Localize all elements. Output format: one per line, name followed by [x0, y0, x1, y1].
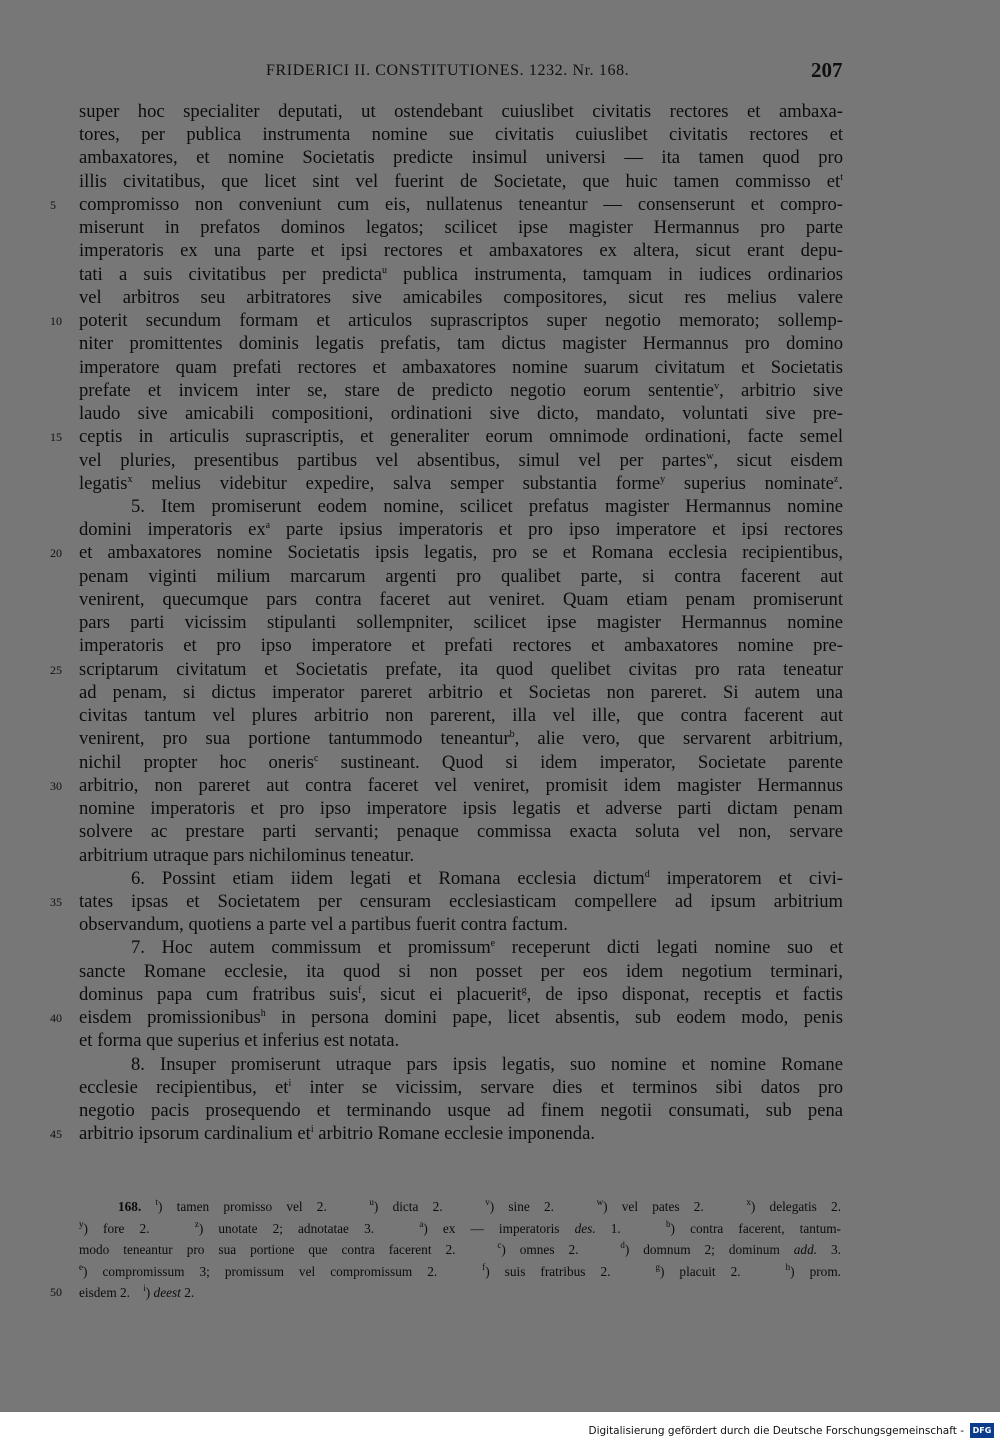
body-line [79, 518, 843, 541]
body-line [79, 1099, 843, 1122]
body-line [79, 379, 843, 402]
body-line-text: ambaxatores, et nomine Societatis predicte insimul universi — ita tamen quod pro [79, 147, 843, 169]
body-line [50, 309, 843, 332]
body-line-text: 7. Hoc autem commissum et promissum$^e$ receperunt dicti legati nomine suo et [131, 937, 843, 959]
body-line-text: venirent, quecumque pars contra faceret aut veniret. Quam etiam penam promiserunt [79, 588, 843, 610]
body-line-text: et ambaxatores nomine Societatis ipsis legatis, pro se et Romana ecclesia recipientibus, [79, 542, 843, 564]
body-line-text: et forma que superius et inferius est notata. [79, 1030, 400, 1052]
body-line [79, 588, 843, 611]
body-line [79, 239, 843, 262]
body-line [79, 1076, 843, 1099]
body-line [79, 216, 843, 239]
body-line [79, 170, 843, 193]
body-line [50, 193, 843, 216]
body-line-text: prefate et invicem inter se, stare de predicto negotio eorum sententie$^v$, arbitrio sive [79, 379, 844, 401]
footnote-line [50, 1282, 841, 1304]
dfg-logo[interactable]: DFG [970, 1423, 994, 1438]
footnote-line [79, 1261, 841, 1283]
footnote-line-text: eisdem 2. $^i$) deest 2. [79, 1283, 195, 1301]
body-line [79, 449, 843, 472]
body-line-text: imperatore quam prefati rectores et ambaxatores nomine suarum civitatum et Societatis [79, 356, 843, 378]
line-number: 40 [50, 1011, 62, 1026]
footnote-line-text: $^e$) compromissum 3; promissum vel compromissum 2. $^f$) suis fratribus 2. $^g$) placuit 2. $^h$) prom. [79, 1261, 841, 1279]
body-line-text: eisdem promissionibus$^h$ in persona domini pape, licet absentis, sub eodem modo, penis [79, 1007, 843, 1029]
body-line [50, 1006, 843, 1029]
body-line [79, 797, 843, 820]
body-line-text: miserunt in prefatos dominos legatos; scilicet ipse magister Hermannus pro parte [79, 217, 843, 239]
body-line-text: ecclesie recipientibus, $et^i$ inter se vicissim, servare dies et terminos sibi datos pro [79, 1076, 843, 1098]
body-line [79, 1053, 843, 1076]
body-line-text: scriptarum civitatum et Societatis prefate, ita quod quelibet civitas pro rata teneatur [79, 658, 843, 680]
body-line [79, 960, 843, 983]
running-title: FRIDERICI II. CONSTITUTIONES. 1232. Nr. 168. [266, 62, 630, 79]
body-line-text: tores, per publica instrumenta nomine sue civitatis cuiuslibet civitatis rectores et [79, 124, 843, 146]
line-number: 35 [50, 894, 62, 909]
body-line-text: 6. Possint etiam iidem legati et Romana ecclesia dictum$^d$ imperatorem et civi- [131, 867, 843, 889]
body-line [79, 263, 843, 286]
body-line-text: vel pluries, presentibus partibus vel absentibus, simul vel per partes$^w$, sicut eisdem [79, 449, 843, 471]
line-number: 50 [50, 1285, 62, 1300]
digitization-credit-bar [0, 1412, 1000, 1444]
body-line [50, 425, 843, 448]
body-line-text: niter promittentes dominis legatis prefatis, tam dictus magister Hermannus pro domino [79, 333, 843, 355]
body-line [50, 1122, 843, 1145]
body-line-text: arbitrio, non pareret aut contra faceret vel veniret, promisit idem magister Hermannus [79, 774, 843, 796]
body-line [79, 751, 843, 774]
line-number: 20 [50, 546, 62, 561]
body-line [79, 356, 843, 379]
body-line-text: imperatoris et pro ipso imperatore et prefati rectores et ambaxatores nomine pre- [79, 635, 843, 657]
body-line [79, 286, 843, 309]
body-line-text: nomine imperatoris et pro ipso imperatore ipsis legatis et adverse parti dictam penam [79, 798, 843, 820]
body-line-text: 5. Item promiserunt eodem nomine, scilicet prefatus magister Hermannus nomine [131, 495, 843, 517]
body-line [79, 565, 843, 588]
body-line-text: venirent, pro sua portione tantummodo teneantur$^b$, alie vero, que servarent arbitrium, [79, 728, 843, 750]
body-line-text: observandum, quotiens a parte vel a partibus fuerit contra factum. [79, 914, 568, 936]
body-line [79, 936, 843, 959]
body-line-text: tati a suis civitatibus per predicta$^u$ publica instrumenta, tamquam in iudices ordinarios [79, 263, 844, 285]
body-line-text: 8. Insuper promiserunt utraque pars ipsis legatis, suo nomine et nomine Romane [131, 1053, 843, 1075]
body-line-text: penam viginti milium marcarum argenti pro qualibet parte, si contra facerent aut [79, 565, 843, 587]
body-line-text: civitas tantum vel plures arbitrio non parerent, illa vel ille, que contra facerent aut [79, 705, 843, 727]
body-line [50, 774, 843, 797]
footnote-line-text: $^y$) fore 2. $^z$) unotate 2; adnotatae 3. $^a$) ex — imperatoris des. 1. $^b$) contra facerent, tantum- [79, 1218, 841, 1236]
footnote-line-text: modo teneantur pro sua portione que contra facerent 2. $^c$) omnes 2. $^d$) domnum 2; dominum add. 3. [79, 1240, 841, 1258]
body-line [79, 867, 843, 890]
body-line-text: super hoc specialiter deputati, ut ostendebant cuiuslibet civitatis rectores et ambaxa- [79, 101, 843, 122]
body-line [50, 541, 843, 564]
body-line [79, 634, 843, 657]
body-line-text: nichil propter hoc oneris$^c$ sustineant. Quod si idem imperator, Societate parente [79, 751, 843, 773]
body-line [79, 681, 843, 704]
line-number: 5 [50, 197, 56, 212]
body-line-text: poterit secundum formam et articulos suprascriptos super negotio memorato; sollemp- [79, 310, 843, 332]
footnotes [50, 1196, 841, 1304]
body-line-text: illis civitatibus, que licet sint vel fuerint de Societate, que huic tamen commisso $et^t$ [79, 170, 843, 192]
body-line [79, 402, 843, 425]
body-line-text: tates ipsas et Societatem per censuram ecclesiasticam compellere ad ipsum arbitrium [79, 890, 843, 912]
body-line-text: compromisso non conveniunt cum eis, nullatenus teneantur — consenserunt et compro- [79, 193, 843, 215]
body-line-text: imperatoris ex una parte et ipsi rectores et ambaxatores ex altera, sicut erant depu- [79, 240, 843, 262]
body-line-text: domini imperatoris $ex^a$ parte ipsius imperatoris et pro ipso imperatore et ipsi rectores [79, 519, 843, 541]
body-line [79, 727, 843, 750]
line-number: 30 [50, 778, 62, 793]
body-line [79, 820, 843, 843]
body-line [79, 844, 843, 867]
body-line-text: ad penam, si dictus imperator pareret arbitrio et Societas non pareret. Si autem una [79, 681, 843, 703]
line-number: 25 [50, 662, 62, 677]
body-line [79, 983, 843, 1006]
body-line [79, 100, 843, 123]
body-line-text: vel arbitros seu arbitratores sive amicabiles compositores, sicut res melius valere [79, 286, 843, 308]
body-line-text: laudo sive amicabili compositioni, ordinationi sive dicto, mandato, voluntati sive pre- [79, 403, 843, 425]
body-line [79, 146, 843, 169]
body-line-text: arbitrium utraque pars nichilominus teneatur. [79, 844, 415, 866]
body-line [50, 658, 843, 681]
body-line [50, 890, 843, 913]
footnote-line-text: 168. $^t$) tamen promisso vel 2. $^u$) dicta 2. $^v$) sine 2. $^w$) vel pates 2. $^x$) delegatis 2. [118, 1197, 841, 1214]
body-line-text: pars parti vicissim stipulanti sollempniter, scilicet ipse magister Hermannus nomine [79, 612, 843, 634]
line-number: 15 [50, 430, 62, 445]
line-number: 10 [50, 314, 62, 329]
body-line-text: dominus papa cum fratribus suis$^f$, sicut ei placuerit$^g$, de ipso disponat, receptis et factis [79, 983, 844, 1005]
body-text [50, 100, 844, 1146]
body-line [79, 123, 843, 146]
body-line [79, 1029, 843, 1052]
body-line [79, 472, 843, 495]
credit-text: Digitalisierung gefördert durch die Deutsche Forschungsgemeinschaft - [588, 1425, 964, 1437]
body-line-text: sancte Romane ecclesie, ita quod si non posset per eos idem negotium terminari, [79, 960, 843, 982]
body-line-text: ceptis in articulis suprascriptis, et generaliter eorum omnimode ordinationi, facte semel [79, 426, 843, 448]
footnote-line [79, 1196, 841, 1218]
body-line [79, 704, 843, 727]
page-number: 207 [811, 58, 843, 82]
body-line-text: legatis$^x$ melius videbitur expedire, salva semper substantia forme$^y$ superius nominate$^z$. [79, 472, 843, 494]
body-line [79, 913, 843, 936]
footnote-line [79, 1239, 841, 1261]
body-line-text: negotio pacis prosequendo et terminando usque ad finem negotii consumati, sub pena [79, 1100, 843, 1122]
body-line [79, 495, 843, 518]
body-line-text: solvere ac prestare parti servanti; penaque commissa exacta soluta vel non, servare [79, 821, 843, 843]
running-header [0, 58, 1000, 86]
body-line-text: arbitrio ipsorum cardinalium $et^i$ arbitrio Romane ecclesie imponenda. [79, 1123, 596, 1145]
line-number: 45 [50, 1127, 62, 1142]
body-line [79, 332, 843, 355]
body-line [79, 611, 843, 634]
footnote-line [79, 1218, 841, 1240]
